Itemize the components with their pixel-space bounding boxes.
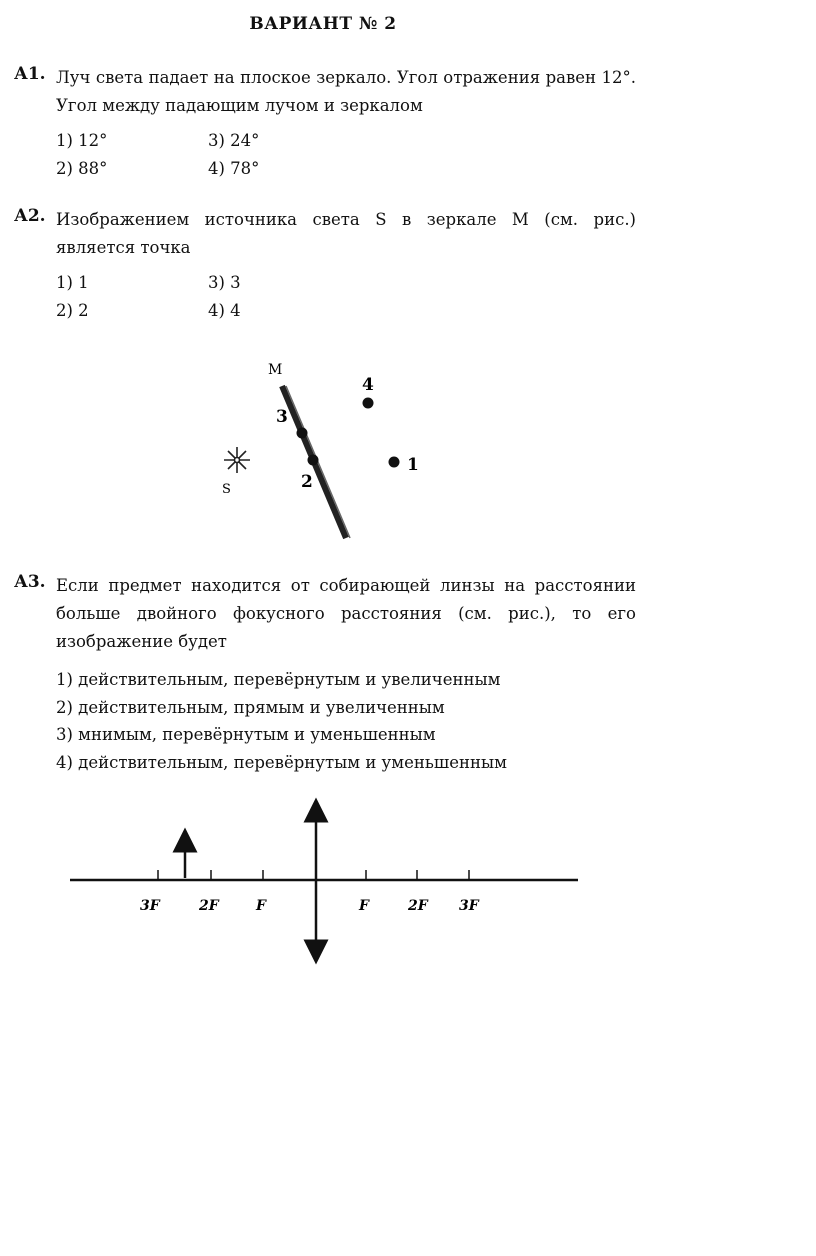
lens-figure [60,796,590,966]
mirror-label: M [268,362,283,378]
tick-label-right-3f: 3F [459,898,479,914]
answer-option[interactable]: 4) 78° [208,159,260,178]
question-text: Луч света падает на плоское зеркало. Угол отражения равен 12°. Угол между падающим лучом и зеркалом [56,68,636,115]
question-number: А2. [14,206,46,226]
answer-option[interactable]: 1) 12° [56,131,108,150]
question-a3 [14,572,636,776]
answer-option[interactable]: 3) 3 [208,273,241,292]
point-2 [308,455,319,466]
focal-ticks [158,870,469,880]
answer-option[interactable]: 2) 88° [56,159,108,178]
point-2-label: 2 [301,472,313,492]
question-a1 [14,64,636,182]
answer-option[interactable]: 1) действительным, перевёрнутым и увеличенным [56,670,501,689]
source-label: S [222,482,231,497]
point-4 [363,398,374,409]
answer-options [56,128,636,182]
point-1-label: 1 [407,455,419,475]
point-3-label: 3 [276,407,288,427]
light-source-icon [224,447,250,473]
answer-option[interactable]: 3) мнимым, перевёрнутым и уменьшенным [56,725,436,744]
point-4-label: 4 [362,375,374,395]
point-1 [389,457,400,468]
tick-label-right-2f: 2F [408,898,428,914]
tick-label-left-f: F [256,898,266,914]
tick-label-right-f: F [359,898,369,914]
tick-label-left-2f: 2F [199,898,219,914]
answer-option[interactable]: 3) 24° [208,131,260,150]
answer-option[interactable]: 4) 4 [208,301,241,320]
answer-option[interactable]: 2) действительным, прямым и увеличенным [56,697,445,717]
answer-option[interactable]: 2) 2 [56,301,89,320]
answer-option[interactable]: 1) 1 [56,273,89,292]
mirror-figure [200,350,440,550]
point-3 [297,428,308,439]
question-number: А1. [14,64,46,84]
answer-options [56,666,636,776]
question-text: Если предмет находится от собирающей линзы на расстоянии больше двойного фокусного расстояния (см. рис.), то его изображение будет [56,576,636,651]
question-text: Изображением источника света S в зеркале M (см. рис.) является точка [56,210,636,257]
variant-title: ВАРИАНТ № 2 [249,14,397,34]
tick-label-left-3f: 3F [140,898,160,914]
question-a2 [14,206,636,324]
answer-options [56,270,636,324]
answer-option[interactable]: 4) действительным, перевёрнутым и уменьшенным [56,752,507,772]
question-number: А3. [14,572,46,592]
